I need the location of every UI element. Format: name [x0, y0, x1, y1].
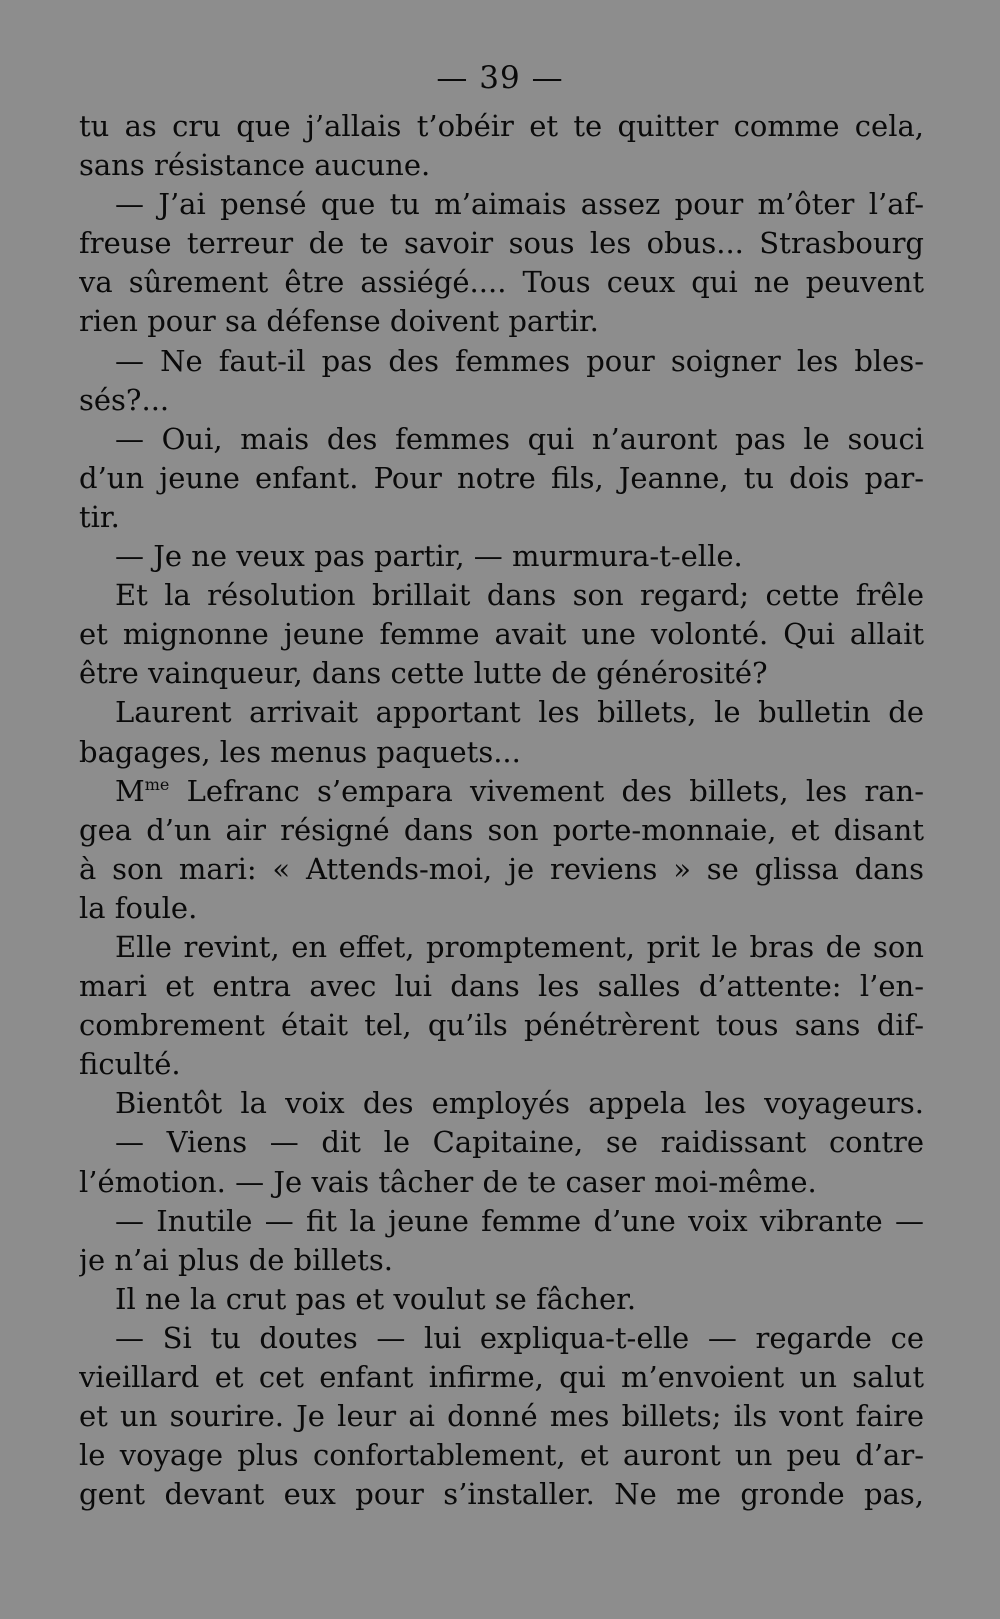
text-line: — Oui, mais des femmes qui n’auront pas le souci: [115, 421, 924, 456]
text-line: [79, 772, 924, 811]
text-line: gent devant eux pour s’installer. Ne me gronde pas,: [79, 1477, 924, 1512]
superscript-me: me: [144, 774, 170, 794]
text-line: et mignonne jeune femme avait une volonté. Qui allait: [79, 617, 924, 652]
text-line: mari et entra avec lui dans les salles d’attente: l’en-: [79, 969, 924, 1004]
text-line: tir.: [79, 499, 120, 534]
text-line: sés?...: [79, 382, 170, 417]
text-line: freuse terreur de te savoir sous les obus... Strasbourg: [79, 226, 924, 261]
body-text: [79, 107, 924, 1514]
page-number: — 39 —: [436, 60, 564, 96]
text-line: à son mari: « Attends-moi, je reviens » se glissa dans: [79, 851, 924, 886]
text-line: et un sourire. Je leur ai donné mes billets; ils vont faire: [79, 1399, 924, 1434]
text-line: — Je ne veux pas partir, — murmura-t-elle.: [115, 539, 743, 574]
text-line: — J’ai pensé que tu m’aimais assez pour m’ôter l’af-: [115, 187, 924, 222]
text-line: — Inutile — fit la jeune femme d’une voix vibrante —: [115, 1203, 924, 1238]
text-line: vieillard et cet enfant infirme, qui m’envoient un salut: [79, 1360, 924, 1394]
text-line: la foule.: [79, 890, 198, 925]
abbreviation-m: M: [115, 773, 145, 808]
text-line: Elle revint, en effet, promptement, prit le bras de son: [115, 929, 924, 964]
line-continuation: Lefranc s’empara vivement des billets, les ran-: [169, 773, 924, 808]
text-line: le voyage plus confortablement, et auront un peu d’ar-: [79, 1438, 924, 1473]
text-line: je n’ai plus de billets.: [79, 1242, 393, 1277]
text-line: d’un jeune enfant. Pour notre fils, Jeanne, tu dois par-: [79, 460, 924, 495]
text-line: va sûrement être assiégé.... Tous ceux qui ne peuvent: [79, 265, 924, 300]
text-line: être vainqueur, dans cette lutte de générosité?: [79, 656, 768, 691]
text-line: tu as cru que j’allais t’obéir et te quitter comme cela,: [79, 109, 924, 143]
text-line: sans résistance aucune.: [79, 148, 431, 183]
text-line: ficulté.: [79, 1047, 181, 1082]
text-line: — Viens — dit le Capitaine, se raidissant contre: [115, 1125, 924, 1160]
text-line: gea d’un air résigné dans son porte-monnaie, et disant: [79, 812, 924, 847]
text-line: l’émotion. — Je vais tâcher de te caser moi-même.: [79, 1164, 817, 1199]
text-line: bagages, les menus paquets...: [79, 734, 521, 769]
text-line: — Ne faut-il pas des femmes pour soigner les bles-: [115, 343, 924, 378]
text-line: combrement était tel, qu’ils pénétrèrent tous sans dif-: [79, 1008, 924, 1043]
text-line: Et la résolution brillait dans son regard; cette frêle: [115, 578, 924, 613]
text-line: rien pour sa défense doivent partir.: [79, 304, 599, 339]
text-line: Bientôt la voix des employés appela les voyageurs.: [115, 1086, 924, 1121]
text-line: Il ne la crut pas et voulut se fâcher.: [115, 1281, 637, 1316]
text-line: — Si tu doutes — lui expliqua-t-elle — regarde ce: [115, 1320, 924, 1355]
text-line: Laurent arrivait apportant les billets, le bulletin de: [115, 695, 924, 730]
